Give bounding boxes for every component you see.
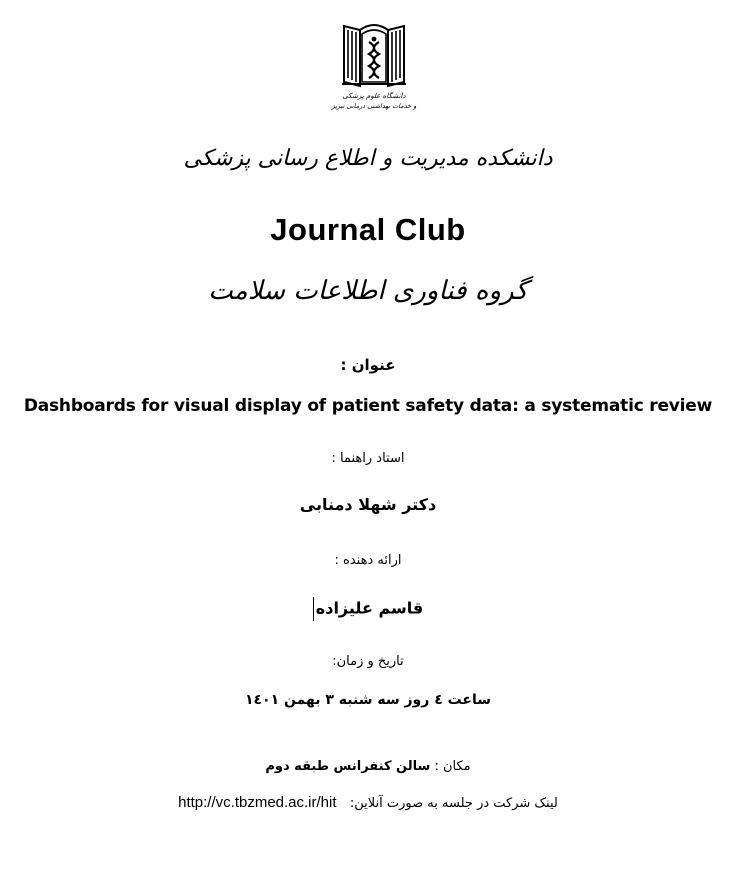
- logo-caption-line1: دانشگاه علوم پزشکی: [342, 92, 406, 100]
- online-link-line: [0, 794, 736, 811]
- supervisor-name: دکتر شهلا دمنابی: [299, 495, 437, 514]
- presenter-name: قاسم علیزاده: [315, 598, 424, 618]
- venue-label: مکان :: [434, 759, 471, 774]
- datetime-label: تاریخ و زمان:: [332, 654, 404, 669]
- logo-caption-line2: و خدمات بهداشتی درمانی تبریز: [331, 102, 417, 110]
- online-link-label: لینک شرکت در جلسه به صورت آنلاین:: [349, 796, 558, 811]
- text-cursor: [313, 597, 314, 621]
- paper-title: Dashboards for visual display of patient safety data: a systematic review: [23, 396, 713, 416]
- title-label: عنوان :: [340, 356, 396, 374]
- presenter-name-row: [0, 597, 736, 621]
- department-name: گروه فناوری اطلاعات سلامت: [208, 276, 528, 306]
- event-title: Journal Club: [270, 212, 466, 247]
- venue-value: سالن کنفرانس طبقه دوم: [265, 759, 431, 774]
- venue-line: [0, 759, 736, 774]
- online-link-url[interactable]: http://vc.tbzmed.ac.ir/hit: [178, 794, 337, 811]
- supervisor-label: استاد راهنما :: [331, 451, 405, 466]
- university-logo: [331, 20, 417, 114]
- faculty-name: دانشکده مدیریت و اطلاع رسانی پزشکی: [183, 146, 553, 171]
- datetime-value: ساعت ٤ روز سه شنبه ٣ بهمن ١٤٠١: [244, 692, 492, 708]
- presenter-label: ارائه دهنده :: [334, 553, 402, 568]
